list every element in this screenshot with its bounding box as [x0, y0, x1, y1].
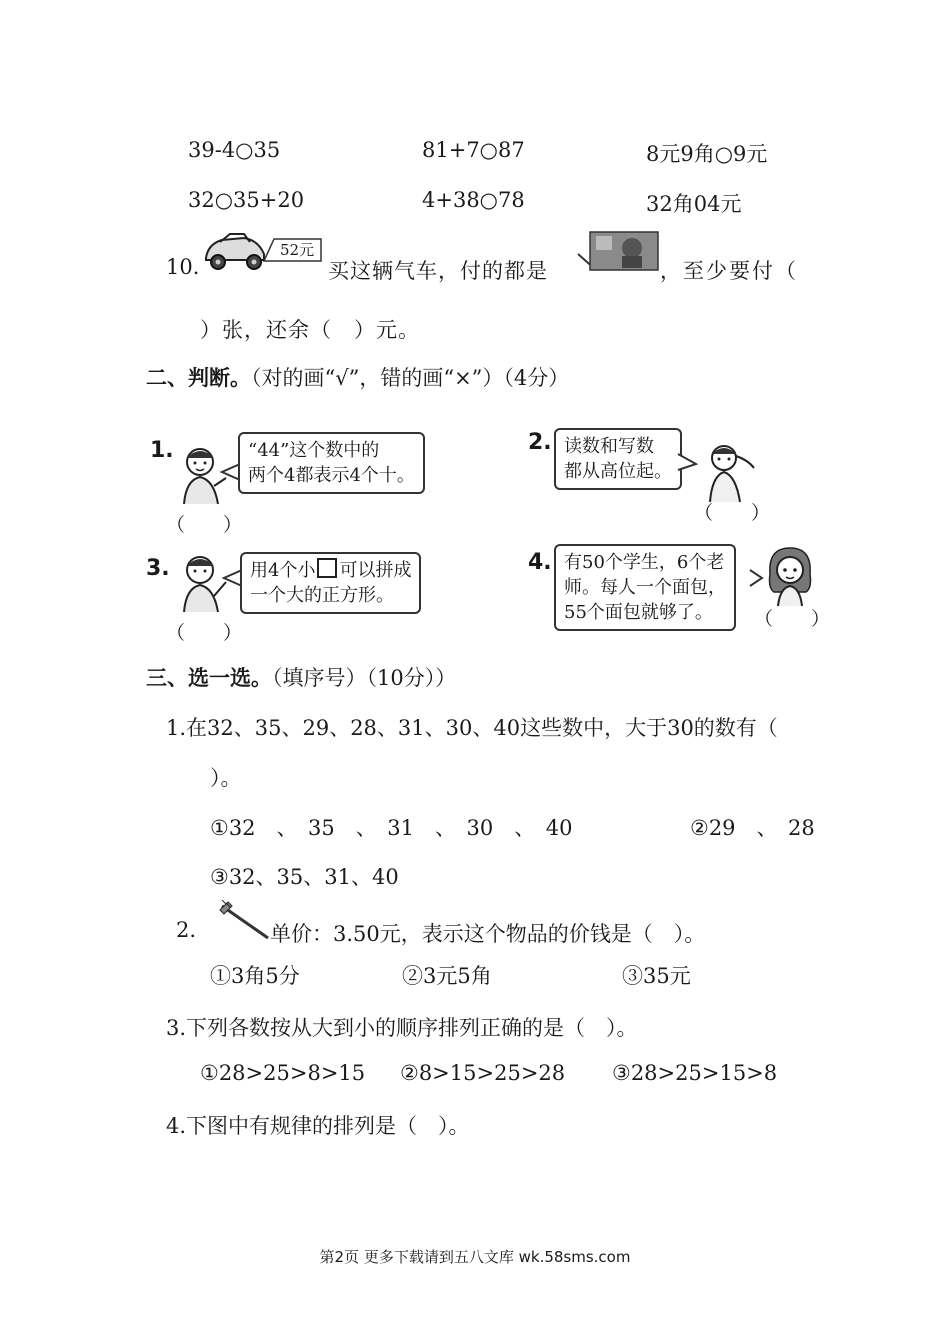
judge-2-answer[interactable]: （ ） — [694, 502, 771, 524]
sec3-heading — [146, 662, 456, 692]
choice-q3-stem: 3.下列各数按从大到小的顺序排列正确的是（ ）。 — [166, 1016, 638, 1040]
price-tag-text: 52元 — [280, 241, 315, 259]
judge-1-line2: 两个4都表示4个十。 — [248, 465, 415, 486]
choice-q3-option1[interactable]: ①28>25>8>15 — [200, 1061, 366, 1085]
sec2-title: 二、判断。 — [146, 365, 251, 390]
judge-1-answer[interactable]: （ ） — [166, 514, 243, 536]
judge-2-line2: 都从高位起。 — [564, 461, 672, 482]
q10-text-b: ，至少要付（ — [660, 259, 798, 283]
judge-2-number: 2. — [528, 430, 552, 455]
judge-1-line1: “44”这个数中的 — [248, 440, 380, 461]
judge-1-number: 1. — [150, 438, 174, 463]
judge-3-answer[interactable]: （ ） — [166, 622, 243, 644]
judge-4-number: 4. — [528, 550, 552, 575]
banknote-icon — [574, 228, 660, 274]
judge-3-bubble — [240, 552, 421, 614]
q10-text-a: 买这辆气车，付的都是 — [328, 259, 548, 283]
judge-3-line1-b: 可以拼成 — [339, 560, 412, 581]
judge-3-line2: 一个大的正方形。 — [250, 585, 394, 606]
choice-q1-stem2: ）。 — [210, 766, 242, 790]
choice-q3-option2[interactable]: ②8>15>25>28 — [400, 1061, 566, 1085]
choice-q1-stem: 1.在32、35、29、28、31、30、40这些数中，大于30的数有（ — [166, 716, 778, 740]
small-square-icon — [317, 558, 337, 578]
toy-car-icon — [200, 228, 270, 272]
q10-line2: ）张，还余（ ）元。 — [200, 318, 420, 342]
sec2-note: （对的画“√”，错的画“×”）（4分） — [251, 366, 570, 390]
choice-q1-option1[interactable]: ①32 、 35 、 31 、 30 、 40 — [210, 816, 573, 840]
compare-r1c2: 81+7○87 — [422, 138, 525, 162]
q10-number: 10. — [166, 255, 200, 279]
judge-2-line1: 读数和写数 — [564, 436, 654, 457]
toothbrush-icon — [218, 900, 272, 942]
judge-4-line2: 师。每人一个面包， — [564, 577, 726, 598]
judge-3-number: 3. — [146, 556, 170, 581]
compare-r2c3: 32角04元 — [646, 192, 742, 216]
judge-4-bubble — [554, 544, 736, 631]
compare-r2c2: 4+38○78 — [422, 188, 525, 212]
judge-4-answer[interactable]: （ ） — [754, 608, 831, 630]
judge-3-line1-a: 用4个小 — [250, 560, 316, 581]
choice-q1-option3[interactable]: ③32、35、31、40 — [210, 865, 399, 889]
choice-q2-option3[interactable]: ③35元 — [622, 964, 691, 988]
sec2-heading — [146, 362, 569, 392]
page-footer: 第2页 更多下载请到五八文库 wk.58sms.com — [319, 1248, 631, 1266]
choice-q2-option1[interactable]: ①3角5分 — [210, 964, 300, 988]
choice-q2-option2[interactable]: ②3元5角 — [402, 964, 492, 988]
girl-illustration-icon — [694, 440, 758, 504]
judge-3-line1 — [250, 558, 411, 583]
choice-q3-option3[interactable]: ③28>25>15>8 — [612, 1061, 778, 1085]
judge-4-line1: 有50个学生，6个老 — [564, 552, 725, 573]
sec3-title: 三、选一选。 — [146, 665, 272, 690]
compare-r1c1: 39-4○35 — [188, 138, 281, 162]
choice-q4-stem: 4.下图中有规律的排列是（ ）。 — [166, 1114, 470, 1138]
choice-q2-stem: 单价：3.50元，表示这个物品的价钱是（ ）。 — [270, 922, 706, 946]
compare-r1c3: 8元9角○9元 — [646, 142, 768, 166]
choice-q2-number: 2. — [176, 918, 197, 942]
choice-q1-option2[interactable]: ②29 、 28 — [690, 816, 815, 840]
judge-1-bubble — [238, 432, 425, 494]
compare-r2c1: 32○35+20 — [188, 188, 305, 212]
judge-2-bubble — [554, 428, 682, 490]
sec3-note: （填序号）（10分）） — [272, 666, 457, 690]
judge-4-line3: 55个面包就够了。 — [564, 602, 713, 623]
girl-illustration-icon — [760, 544, 820, 608]
